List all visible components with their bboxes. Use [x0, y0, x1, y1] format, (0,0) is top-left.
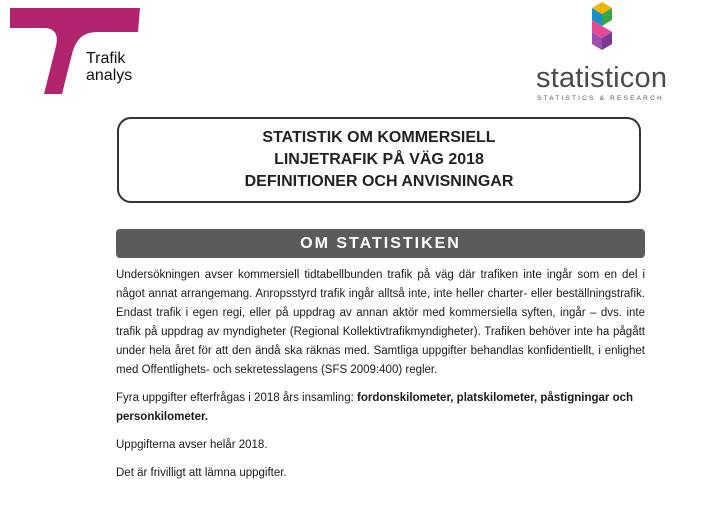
variables-intro: Fyra uppgifter efterfrågas i 2018 års insamling:	[116, 392, 357, 404]
title-line-2: LINJETRAFIK PÅ VÄG 2018	[274, 151, 484, 168]
statisticon-wordmark: statisticon	[536, 62, 668, 94]
variables-list: fordonskilometer, platskilometer, påstigningar och personkilometer.	[116, 392, 634, 423]
section-body	[116, 266, 645, 483]
section-heading: OM STATISTIKEN	[300, 234, 461, 252]
document-title-box	[117, 117, 641, 203]
title-line-3: DEFINITIONER OCH ANVISNINGAR	[244, 173, 514, 190]
paragraph-scope: Undersökningen avser kommersiell tidtabellbunden trafik på väg där trafiken inte ingår som en del i något annat arrangemang. Anropsstyrd trafik ingår alltså inte, inte heller charter- eller beställningstrafik. Endast trafik i egen regi, eller på uppdrag av annan aktör med kommersiella syften, ingår – dvs. inte trafik på uppdrag av myndigheter (Regional Kollektivtrafikmyndigheter). Trafiken behöver inte ha pågått under hela året för att den ändå ska räknas med. Samtliga uppgifter behandlas konfidentiellt, i enlighet med Offentlighets- och sekretesslagens (SFS 2009:400) regler.	[116, 269, 645, 376]
paragraph-period: Uppgifterna avser helår 2018.	[116, 439, 268, 451]
statisticon-tagline: STATISTICS & RESEARCH	[537, 95, 664, 102]
paragraph-variables	[116, 389, 645, 427]
section-heading-bar	[116, 229, 645, 258]
page-header	[0, 0, 719, 110]
trafikanalys-wordmark	[86, 50, 132, 84]
paragraph-voluntary: Det är frivilligt att lämna uppgifter.	[116, 467, 287, 479]
title-line-1: STATISTIK OM KOMMERSIELL	[262, 129, 496, 146]
logo-text-line2: analys	[86, 67, 133, 84]
logo-text-line1: Trafik	[86, 50, 126, 67]
